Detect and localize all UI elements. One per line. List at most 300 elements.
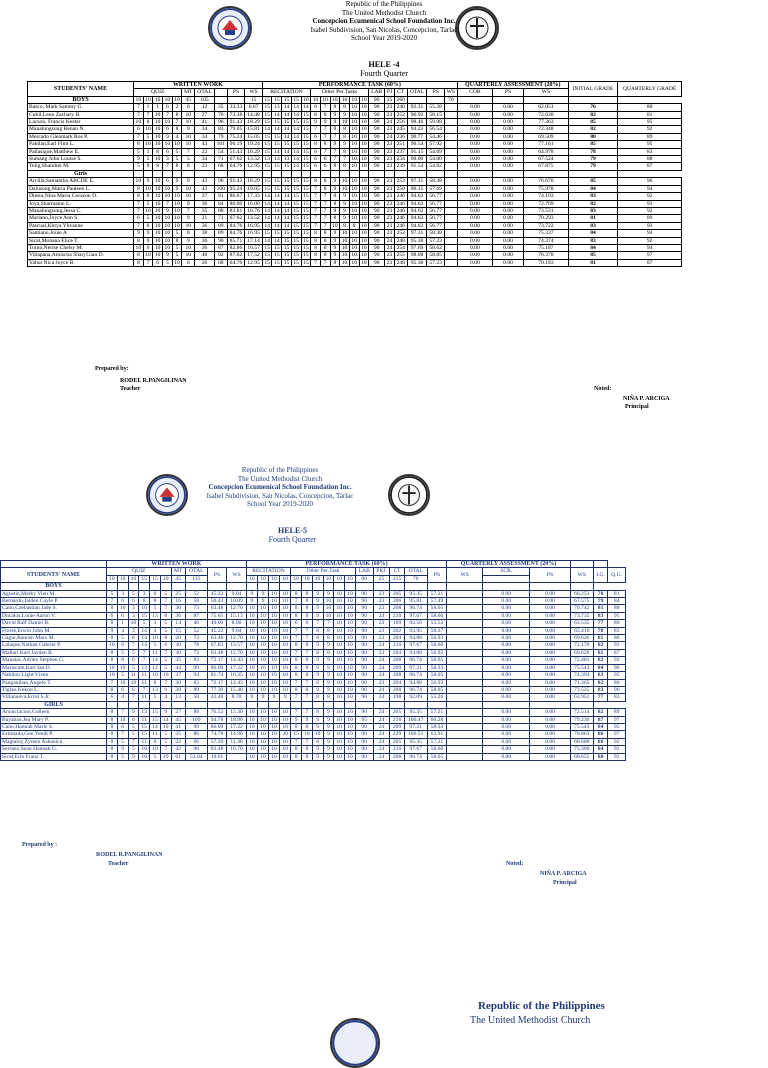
score-cell: 0.00 — [530, 642, 570, 649]
score-cell: 7 — [160, 679, 171, 686]
student-name: Pallasigue,Matthew E. — [28, 148, 134, 155]
score-cell: 8 — [150, 598, 161, 605]
score-cell: 209 — [390, 664, 404, 671]
student-name: David Ralf Daniel B. — [1, 620, 107, 627]
score-cell: 15 — [291, 178, 301, 185]
score-cell: 15 — [282, 185, 292, 192]
quarterly-grade: 81 — [568, 259, 618, 266]
score-cell: 54.69 — [427, 148, 445, 155]
score-cell: 7 — [160, 605, 171, 612]
score-cell: 7 — [139, 657, 150, 664]
score-cell: 15 — [291, 259, 301, 266]
recitation-header: RECITATION — [262, 89, 310, 96]
score-cell: 0.00 — [530, 635, 570, 642]
score-cell: 8 — [160, 635, 171, 642]
quarterly-grade: 80 — [593, 738, 608, 745]
header-school-year: School Year 2019-2020 — [247, 500, 313, 509]
score-cell: 15 — [291, 185, 301, 192]
score-cell: 6 — [143, 244, 153, 251]
score-cell: 3 — [139, 590, 150, 597]
score-cell: 12 — [195, 104, 215, 111]
header-line-1: Republic of the Philippines — [241, 466, 319, 474]
score-cell: 9 — [323, 746, 334, 753]
score-cell: 7 — [291, 635, 302, 642]
score-cell: 15 — [301, 207, 311, 214]
score-cell: 8 — [323, 694, 334, 701]
score-cell: 216 — [390, 716, 404, 723]
score-cell: 95 — [618, 141, 682, 148]
score-cell: 5 — [117, 635, 128, 642]
score-cell: 10 — [153, 126, 163, 133]
teacher-name: RODEL R.PANGILINAN — [120, 378, 187, 384]
score-cell: 5 — [128, 746, 139, 753]
score-cell: 87 — [618, 163, 682, 170]
score-cell: 10 — [323, 605, 334, 612]
quarterly-grade: 84 — [593, 664, 608, 671]
student-row — [1, 612, 626, 619]
student-name: Flores,Erwin John M. — [1, 627, 107, 634]
score-cell: 10 — [143, 141, 153, 148]
score-cell: 10 — [359, 259, 369, 266]
score-cell — [447, 649, 483, 656]
score-cell: 10 — [280, 672, 291, 679]
score-cell: 14 — [272, 200, 282, 207]
hps-cell: 10 — [160, 575, 171, 582]
hps-cell: 15 — [150, 575, 161, 582]
score-cell: 5 — [160, 590, 171, 597]
table-cell — [207, 701, 227, 708]
score-cell: 15 — [272, 133, 282, 140]
student-row — [1, 738, 626, 745]
score-cell: 6 — [117, 642, 128, 649]
student-row — [1, 664, 626, 671]
student-row — [28, 104, 682, 111]
table-cell — [214, 170, 227, 177]
score-cell: 10 — [153, 178, 163, 185]
score-cell: 72.514 — [570, 709, 593, 716]
score-cell: 10 — [334, 649, 345, 656]
score-cell: 8 — [349, 222, 359, 229]
score-cell: 10 — [340, 237, 350, 244]
score-cell: 58.05 — [427, 605, 447, 612]
score-cell: 14 — [291, 133, 301, 140]
score-cell: 0.00 — [530, 709, 570, 716]
hps-cell — [568, 96, 618, 103]
hps-cell: 10 — [334, 575, 345, 582]
score-cell: 10 — [345, 612, 356, 619]
student-name: Anunciacion,Colleen — [1, 709, 107, 716]
score-cell: 10 — [334, 598, 345, 605]
score-cell: 14 — [262, 207, 272, 214]
score-cell: 14 — [160, 716, 171, 723]
table-cell — [139, 701, 150, 708]
score-cell: 10 — [269, 605, 280, 612]
hps-cell: 10 — [345, 575, 356, 582]
score-cell: 8 — [311, 244, 321, 251]
score-cell: 14 — [272, 222, 282, 229]
score-cell: 7 — [302, 738, 313, 745]
noted-label: Noted: — [594, 386, 612, 392]
score-cell: 8 — [107, 605, 118, 612]
score-cell — [444, 215, 457, 222]
score-cell: 13 — [139, 709, 150, 716]
score-cell: 5 — [172, 156, 182, 163]
score-cell: 10 — [280, 598, 291, 605]
score-cell: 5 — [143, 215, 153, 222]
score-cell: 14 — [150, 723, 161, 730]
score-cell: 14 — [139, 642, 150, 649]
hps-cell: 10 — [153, 96, 163, 103]
score-cell: 10 — [280, 612, 291, 619]
score-cell: 15 — [272, 141, 282, 148]
score-cell: 8 — [312, 649, 323, 656]
score-cell: 92 — [214, 252, 227, 259]
score-cell: 11 — [150, 649, 161, 656]
hps-cell: 10 — [107, 575, 118, 582]
score-cell: 30 — [171, 649, 185, 656]
score-cell: 8 — [311, 230, 321, 237]
score-cell: 10 — [323, 612, 334, 619]
score-cell: 10 — [150, 672, 161, 679]
table-cell — [345, 583, 356, 590]
score-cell: 9 — [340, 111, 350, 118]
score-cell: 5 — [117, 753, 128, 760]
score-cell: 23 — [385, 185, 395, 192]
quarterly-grade: 84 — [593, 746, 608, 753]
score-cell — [444, 222, 457, 229]
score-cell: 94 — [185, 672, 207, 679]
score-cell: 11 — [139, 716, 150, 723]
score-cell: 16.70 — [227, 746, 247, 753]
score-cell: 68 — [214, 259, 227, 266]
table-cell — [107, 583, 118, 590]
score-cell: 10 — [246, 635, 257, 642]
quarter-title: Fourth Quarter — [268, 535, 317, 544]
student-name: Sicat,Erin Franz T. — [1, 753, 107, 760]
header-row — [28, 82, 682, 89]
score-cell: 43 — [195, 178, 215, 185]
hps-cell: 10 — [280, 575, 291, 582]
score-cell: 0.00 — [483, 672, 530, 679]
score-cell: 10 — [334, 723, 345, 730]
quarterly-grade: 79 — [568, 156, 618, 163]
other-tasks-header: Other Per.Task — [291, 568, 356, 575]
performance-task-header: PERFORMANCE TASK (60%) — [246, 561, 446, 568]
score-cell: 72.17 — [207, 657, 227, 664]
hps-cell: 90 — [369, 96, 385, 103]
score-cell: 0.00 — [493, 185, 524, 192]
score-cell: 9 — [160, 686, 171, 693]
hps-cell: 90 — [355, 575, 373, 582]
score-cell: 9 — [182, 215, 195, 222]
score-cell: 27 — [195, 111, 215, 118]
score-cell: 5 — [117, 672, 128, 679]
lab-header: LAB — [369, 89, 385, 96]
score-cell: 5 — [163, 259, 173, 266]
score-cell: 92.09 — [404, 694, 427, 701]
table-cell — [373, 701, 390, 708]
score-cell: 3 — [117, 627, 128, 634]
ws-header: WS — [444, 89, 457, 96]
score-cell: 10 — [345, 649, 356, 656]
score-cell: 9 — [312, 612, 323, 619]
score-cell: 9 — [143, 237, 153, 244]
score-cell: 33.33 — [227, 104, 245, 111]
student-row — [28, 148, 682, 155]
score-cell: 5 — [128, 664, 139, 671]
student-name: Magtaloy,Zyreen Ashanica — [1, 738, 107, 745]
score-cell: 250 — [394, 185, 407, 192]
score-cell: 15 — [150, 716, 161, 723]
score-cell: 50 — [185, 694, 207, 701]
score-cell: 15 — [291, 244, 301, 251]
student-row — [1, 694, 626, 701]
score-cell: 34 — [195, 156, 215, 163]
score-cell: 80 — [618, 104, 682, 111]
table-cell — [340, 170, 350, 177]
score-cell: 10 — [345, 738, 356, 745]
score-cell: 37 — [195, 193, 215, 200]
score-cell: 16 — [171, 598, 185, 605]
score-cell: 26 — [195, 259, 215, 266]
score-cell: 10 — [345, 590, 356, 597]
score-cell: 68 — [214, 163, 227, 170]
score-cell: 57.92 — [427, 141, 445, 148]
score-cell: 0.00 — [457, 148, 492, 155]
score-cell: 9 — [312, 657, 323, 664]
score-cell: 10 — [280, 679, 291, 686]
score-cell: 5 — [128, 731, 139, 738]
score-cell: 10 — [349, 178, 359, 185]
score-cell — [447, 686, 483, 693]
student-row — [28, 133, 682, 140]
score-cell: 62.051 — [524, 104, 569, 111]
score-cell: 8 — [320, 185, 330, 192]
score-cell: 10 — [257, 620, 268, 627]
score-cell: 97.31 — [407, 178, 427, 185]
noted-label: Noted: — [506, 861, 524, 867]
score-cell: 24 — [373, 686, 390, 693]
score-cell: 30 — [171, 605, 185, 612]
score-cell: 10 — [246, 746, 257, 753]
score-cell: 8 — [330, 163, 340, 170]
score-cell: 90 — [355, 590, 373, 597]
score-cell: 94.88 — [404, 635, 427, 642]
table-cell — [214, 89, 227, 96]
score-cell: 10 — [280, 657, 291, 664]
score-cell: 12.70 — [227, 605, 247, 612]
score-cell: 75.300 — [570, 746, 593, 753]
score-cell: 96.92 — [407, 111, 427, 118]
quarterly-grade: 85 — [568, 141, 618, 148]
quarterly-grade: 83 — [568, 222, 618, 229]
score-cell: 14 — [282, 111, 292, 118]
hps-cell: 10 — [323, 575, 334, 582]
score-cell: 10 — [246, 679, 257, 686]
score-cell: 10 — [345, 620, 356, 627]
score-cell: 25 — [171, 590, 185, 597]
scr-header: SCR. — [483, 568, 530, 575]
score-cell: 10 — [330, 222, 340, 229]
score-cell: 10 — [153, 185, 163, 192]
score-cell: 8 — [330, 259, 340, 266]
score-cell: 99 — [185, 723, 207, 730]
quarterly-assessment-header: QUARTERLY ASSESSMENT (20%) — [457, 82, 568, 89]
student-name: Mercado Glenmark Ros P. — [28, 133, 134, 140]
table-cell — [134, 170, 144, 177]
score-cell: 6 — [134, 215, 144, 222]
score-cell: 5 — [172, 230, 182, 237]
score-cell: 7 — [160, 598, 171, 605]
hps-cell — [214, 96, 227, 103]
score-cell: 23 — [373, 620, 390, 627]
score-cell: 24 — [373, 642, 390, 649]
score-cell: 252 — [394, 111, 407, 118]
score-cell: 90 — [355, 620, 373, 627]
score-cell: 8 — [291, 664, 302, 671]
score-cell: 10 — [246, 738, 257, 745]
score-cell: 10 — [153, 156, 163, 163]
score-cell: 0.00 — [483, 746, 530, 753]
score-cell: 80 — [608, 620, 626, 627]
score-cell: 9 — [312, 590, 323, 597]
score-cell: 8 — [340, 126, 350, 133]
table-cell — [493, 170, 524, 177]
score-cell: 8 — [323, 649, 334, 656]
score-cell: 7 — [134, 104, 144, 111]
student-row — [1, 649, 626, 656]
score-cell: 14 — [291, 111, 301, 118]
student-name: Sicat,Mohana Elice T. — [28, 237, 134, 244]
score-cell: 18.29 — [245, 178, 263, 185]
score-cell: 10 — [163, 244, 173, 251]
score-cell: 10 — [345, 627, 356, 634]
score-cell: 23 — [373, 605, 390, 612]
score-cell: 73.531 — [524, 207, 569, 214]
score-cell: 14 — [272, 193, 282, 200]
ps-header: PS — [427, 568, 447, 583]
score-cell: 8 — [107, 738, 118, 745]
score-cell: 10 — [345, 746, 356, 753]
score-cell: 8 — [107, 635, 118, 642]
quarterly-grade: 76 — [568, 104, 618, 111]
score-cell: 93.95 — [404, 627, 427, 634]
score-cell: 10 — [359, 200, 369, 207]
score-cell: 67.875 — [524, 163, 569, 170]
score-cell: 15 — [171, 627, 185, 634]
score-cell: 45.22 — [207, 590, 227, 597]
score-cell: 87.62 — [227, 252, 245, 259]
score-cell: 96 — [608, 664, 626, 671]
score-cell: 0.00 — [483, 716, 530, 723]
score-cell: 54.92 — [427, 163, 445, 170]
score-cell: 96.19 — [227, 141, 245, 148]
quarterly-grade: 83 — [568, 207, 618, 214]
score-cell: 88 — [608, 605, 626, 612]
score-cell: 9 — [246, 590, 257, 597]
score-cell: 90 — [355, 649, 373, 656]
score-cell: 14 — [282, 104, 292, 111]
score-cell: 90 — [369, 119, 385, 126]
score-cell: 16.76 — [245, 207, 263, 214]
header-line-1: Republic of the Philippines — [345, 0, 423, 8]
table-cell — [407, 170, 427, 177]
score-cell: 14 — [262, 126, 272, 133]
score-cell: 15 — [291, 141, 301, 148]
score-cell: 89 — [214, 222, 227, 229]
score-cell: 55.53 — [427, 620, 447, 627]
score-cell: 90 — [355, 723, 373, 730]
score-cell: 10 — [153, 141, 163, 148]
score-cell: 10 — [269, 672, 280, 679]
score-cell: 7 — [320, 133, 330, 140]
score-cell: 198 — [390, 694, 404, 701]
score-cell: 73.722 — [524, 222, 569, 229]
score-cell: 90 — [355, 686, 373, 693]
score-cell: 0.00 — [457, 252, 492, 259]
score-cell: 13 — [272, 104, 282, 111]
score-cell: 97 — [608, 716, 626, 723]
score-cell: 10 — [349, 163, 359, 170]
score-cell: 57.21 — [427, 709, 447, 716]
student-name: Cano,Czebastian Jade S. — [1, 605, 107, 612]
table-cell — [530, 583, 570, 590]
score-cell: 255 — [394, 252, 407, 259]
score-cell: 83 — [608, 694, 626, 701]
score-cell: 10 — [182, 252, 195, 259]
score-cell: 0.00 — [530, 723, 570, 730]
score-cell: 9 — [143, 163, 153, 170]
score-cell: 58.33 — [427, 723, 447, 730]
score-cell: 10 — [340, 178, 350, 185]
score-cell: 8 — [320, 237, 330, 244]
score-cell: 8 — [340, 133, 350, 140]
score-cell: 8 — [302, 723, 313, 730]
grades-table — [0, 560, 626, 761]
score-cell: 10 — [172, 200, 182, 207]
score-cell: 10 — [182, 133, 195, 140]
quarterly-grade: 81 — [593, 605, 608, 612]
score-cell: 86.67 — [227, 193, 245, 200]
score-cell: 35 — [171, 657, 185, 664]
score-cell: 10 — [359, 230, 369, 237]
score-cell: 10 — [150, 746, 161, 753]
score-cell: 23 — [195, 163, 215, 170]
quarterly-grade: 77 — [593, 620, 608, 627]
hps-cell: 15 — [291, 96, 301, 103]
student-name: Diesta,Nina Maria Corazon D. — [28, 193, 134, 200]
score-cell: 7 — [291, 627, 302, 634]
score-cell: 10 — [280, 605, 291, 612]
score-cell: 92 — [608, 746, 626, 753]
score-cell: 82.86 — [227, 244, 245, 251]
score-cell: 6 — [302, 620, 313, 627]
student-row — [1, 605, 626, 612]
student-name: Arcilla,Samantha ABCDE E. — [28, 178, 134, 185]
score-cell: 75.978 — [524, 185, 569, 192]
table-cell — [302, 583, 313, 590]
score-cell: 10 — [359, 185, 369, 192]
score-cell: 89 — [618, 215, 682, 222]
score-cell: 8 — [182, 230, 195, 237]
score-cell: 206 — [390, 598, 404, 605]
score-cell: 10 — [269, 686, 280, 693]
student-row — [28, 111, 682, 118]
score-cell: 10 — [269, 657, 280, 664]
score-cell: 87 — [185, 612, 207, 619]
score-cell: 10 — [349, 111, 359, 118]
hps-cell: 10 — [291, 575, 302, 582]
